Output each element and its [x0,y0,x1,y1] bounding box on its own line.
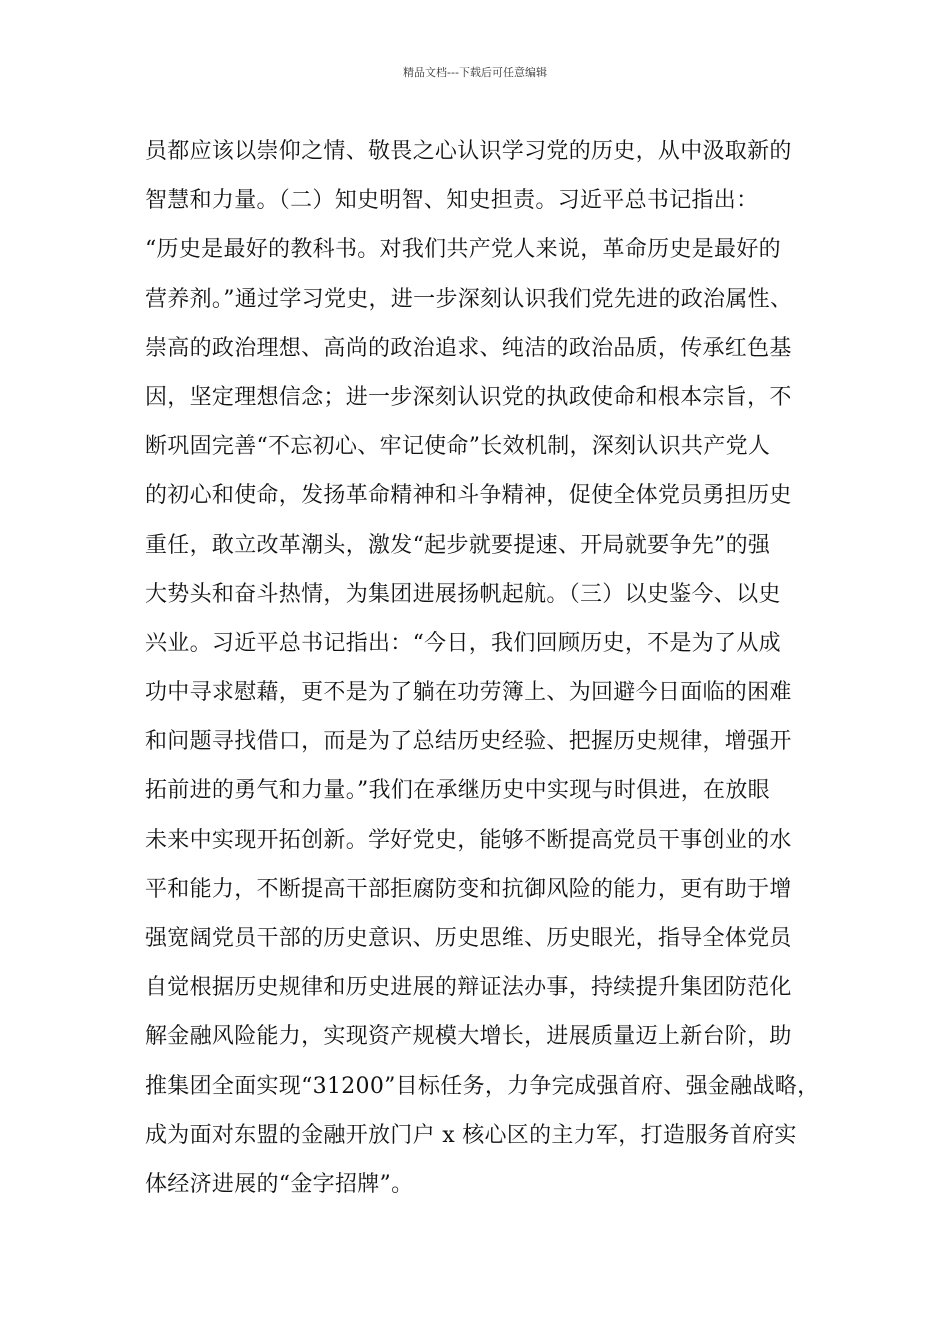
text-line: 重任，敢立改革潮头，激发“起步就要提速、开局就要争先”的强 [145,532,771,558]
text-line: 自觉根据历史规律和历史进展的辩证法办事，持续提升集团防范化 [145,975,792,1001]
text-line: 的初心和使命，发扬革命精神和斗争精神，促使全体党员勇担历史 [145,483,792,509]
page-header: 精品文档---下载后可任意编辑 [403,66,547,79]
text-line: 因，坚定理想信念；进一步深刻认识党的执政使命和根本宗旨，不 [145,384,792,410]
text-line: “历史是最好的教科书。对我们共产党人来说，革命历史是最好的 [145,237,781,263]
text-line: 大势头和奋斗热情，为集团进展扬帆起航。（三）以史鉴今、以史 [145,581,781,607]
text-line: 和问题寻找借口，而是为了总结历史经验、把握历史规律，增强开 [145,729,792,755]
text-line: 兴业。习近平总书记指出：“今日，我们回顾历史，不是为了从成 [145,630,781,656]
text-line: 智慧和力量。（二）知史明智、知史担责。习近平总书记指出： [145,188,759,214]
text-line: 崇高的政治理想、高尚的政治追求、纯洁的政治品质，传承红色基 [145,335,792,361]
text-line: 断巩固完善“不忘初心、牢记使命”长效机制，深刻认识共产党人 [145,434,771,460]
text-line: 强宽阔党员干部的历史意识、历史思维、历史眼光，指导全体党员 [145,926,792,951]
text-line: 员都应该以崇仰之情、敬畏之心认识学习党的历史，从中汲取新的 [145,139,792,164]
text-line: 解金融风险能力，实现资产规模大增长，进展质量迈上新台阶，助 [145,1024,792,1050]
text-line: 体经济进展的“金字招牌”。 [145,1171,414,1197]
text-line: 成为面对东盟的金融开放门户 x 核心区的主力军，打造服务首府实 [145,1122,797,1148]
text-line: 未来中实现开拓创新。学好党史，能够不断提高党员干事创业的水 [145,827,792,853]
text-line: 功中寻求慰藉，更不是为了躺在功劳簿上、为回避今日面临的困难 [145,680,792,706]
text-line: 推集团全面实现“31200”目标任务，力争完成强首府、强金融战略， [145,1073,820,1099]
text-line: 平和能力，不断提高干部拒腐防变和抗御风险的能力，更有助于增 [145,876,792,902]
text-line: 营养剂。”通过学习党史，进一步深刻认识我们党先进的政治属性、 [145,286,793,312]
body-paragraph [145,127,825,1209]
text-line: 拓前进的勇气和力量。”我们在承继历史中实现与时俱进，在放眼 [145,778,770,804]
